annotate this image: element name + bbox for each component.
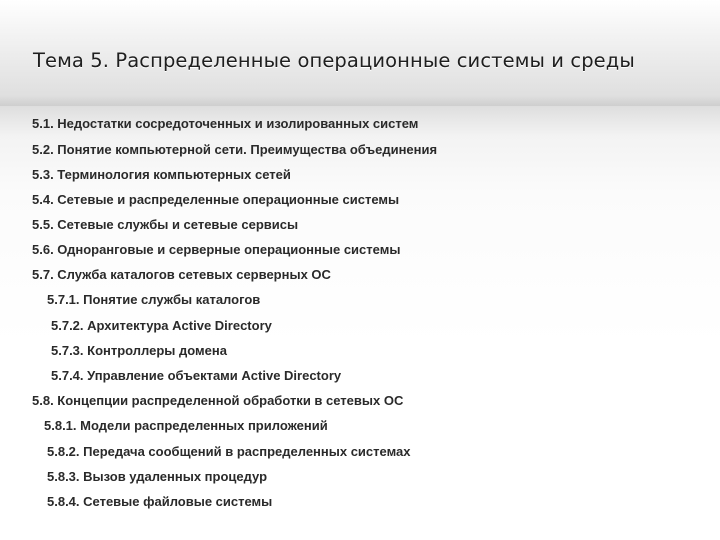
toc-item-5-7-4: 5.7.4. Управление объектами Active Directory (51, 368, 342, 383)
toc-item-5-8-3: 5.8.3. Вызов удаленных процедур (47, 469, 268, 484)
toc-item-5-4: 5.4. Сетевые и распределенные операционные системы (32, 192, 400, 207)
toc-item-5-8-1: 5.8.1. Модели распределенных приложений (44, 418, 328, 433)
toc-item-5-5: 5.5. Сетевые службы и сетевые сервисы (32, 217, 299, 232)
toc-item-5-7-3: 5.7.3. Контроллеры домена (51, 343, 227, 358)
toc-item-5-6: 5.6. Одноранговые и серверные операционные системы (32, 242, 401, 257)
toc-item-5-8: 5.8. Концепции распределенной обработки в сетевых ОС (32, 393, 404, 408)
content-area (0, 106, 720, 540)
toc-item-5-1: 5.1. Недостатки сосредоточенных и изолированных систем (32, 116, 419, 131)
toc-item-5-8-4: 5.8.4. Сетевые файловые системы (47, 494, 273, 509)
toc-item-5-7-2: 5.7.2. Архитектура Active Directory (51, 318, 272, 333)
toc-item-5-8-2: 5.8.2. Передача сообщений в распределенных системах (47, 444, 411, 459)
toc-item-5-7-1: 5.7.1. Понятие службы каталогов (47, 292, 261, 307)
toc-item-5-7: 5.7. Служба каталогов сетевых серверных ОС (32, 267, 331, 282)
title-band (0, 0, 720, 106)
toc-item-5-3: 5.3. Терминология компьютерных сетей (32, 167, 291, 182)
toc-item-5-2: 5.2. Понятие компьютерной сети. Преимущества объединения (32, 142, 438, 157)
slide-title: Тема 5. Распределенные операционные системы и среды (33, 49, 635, 72)
